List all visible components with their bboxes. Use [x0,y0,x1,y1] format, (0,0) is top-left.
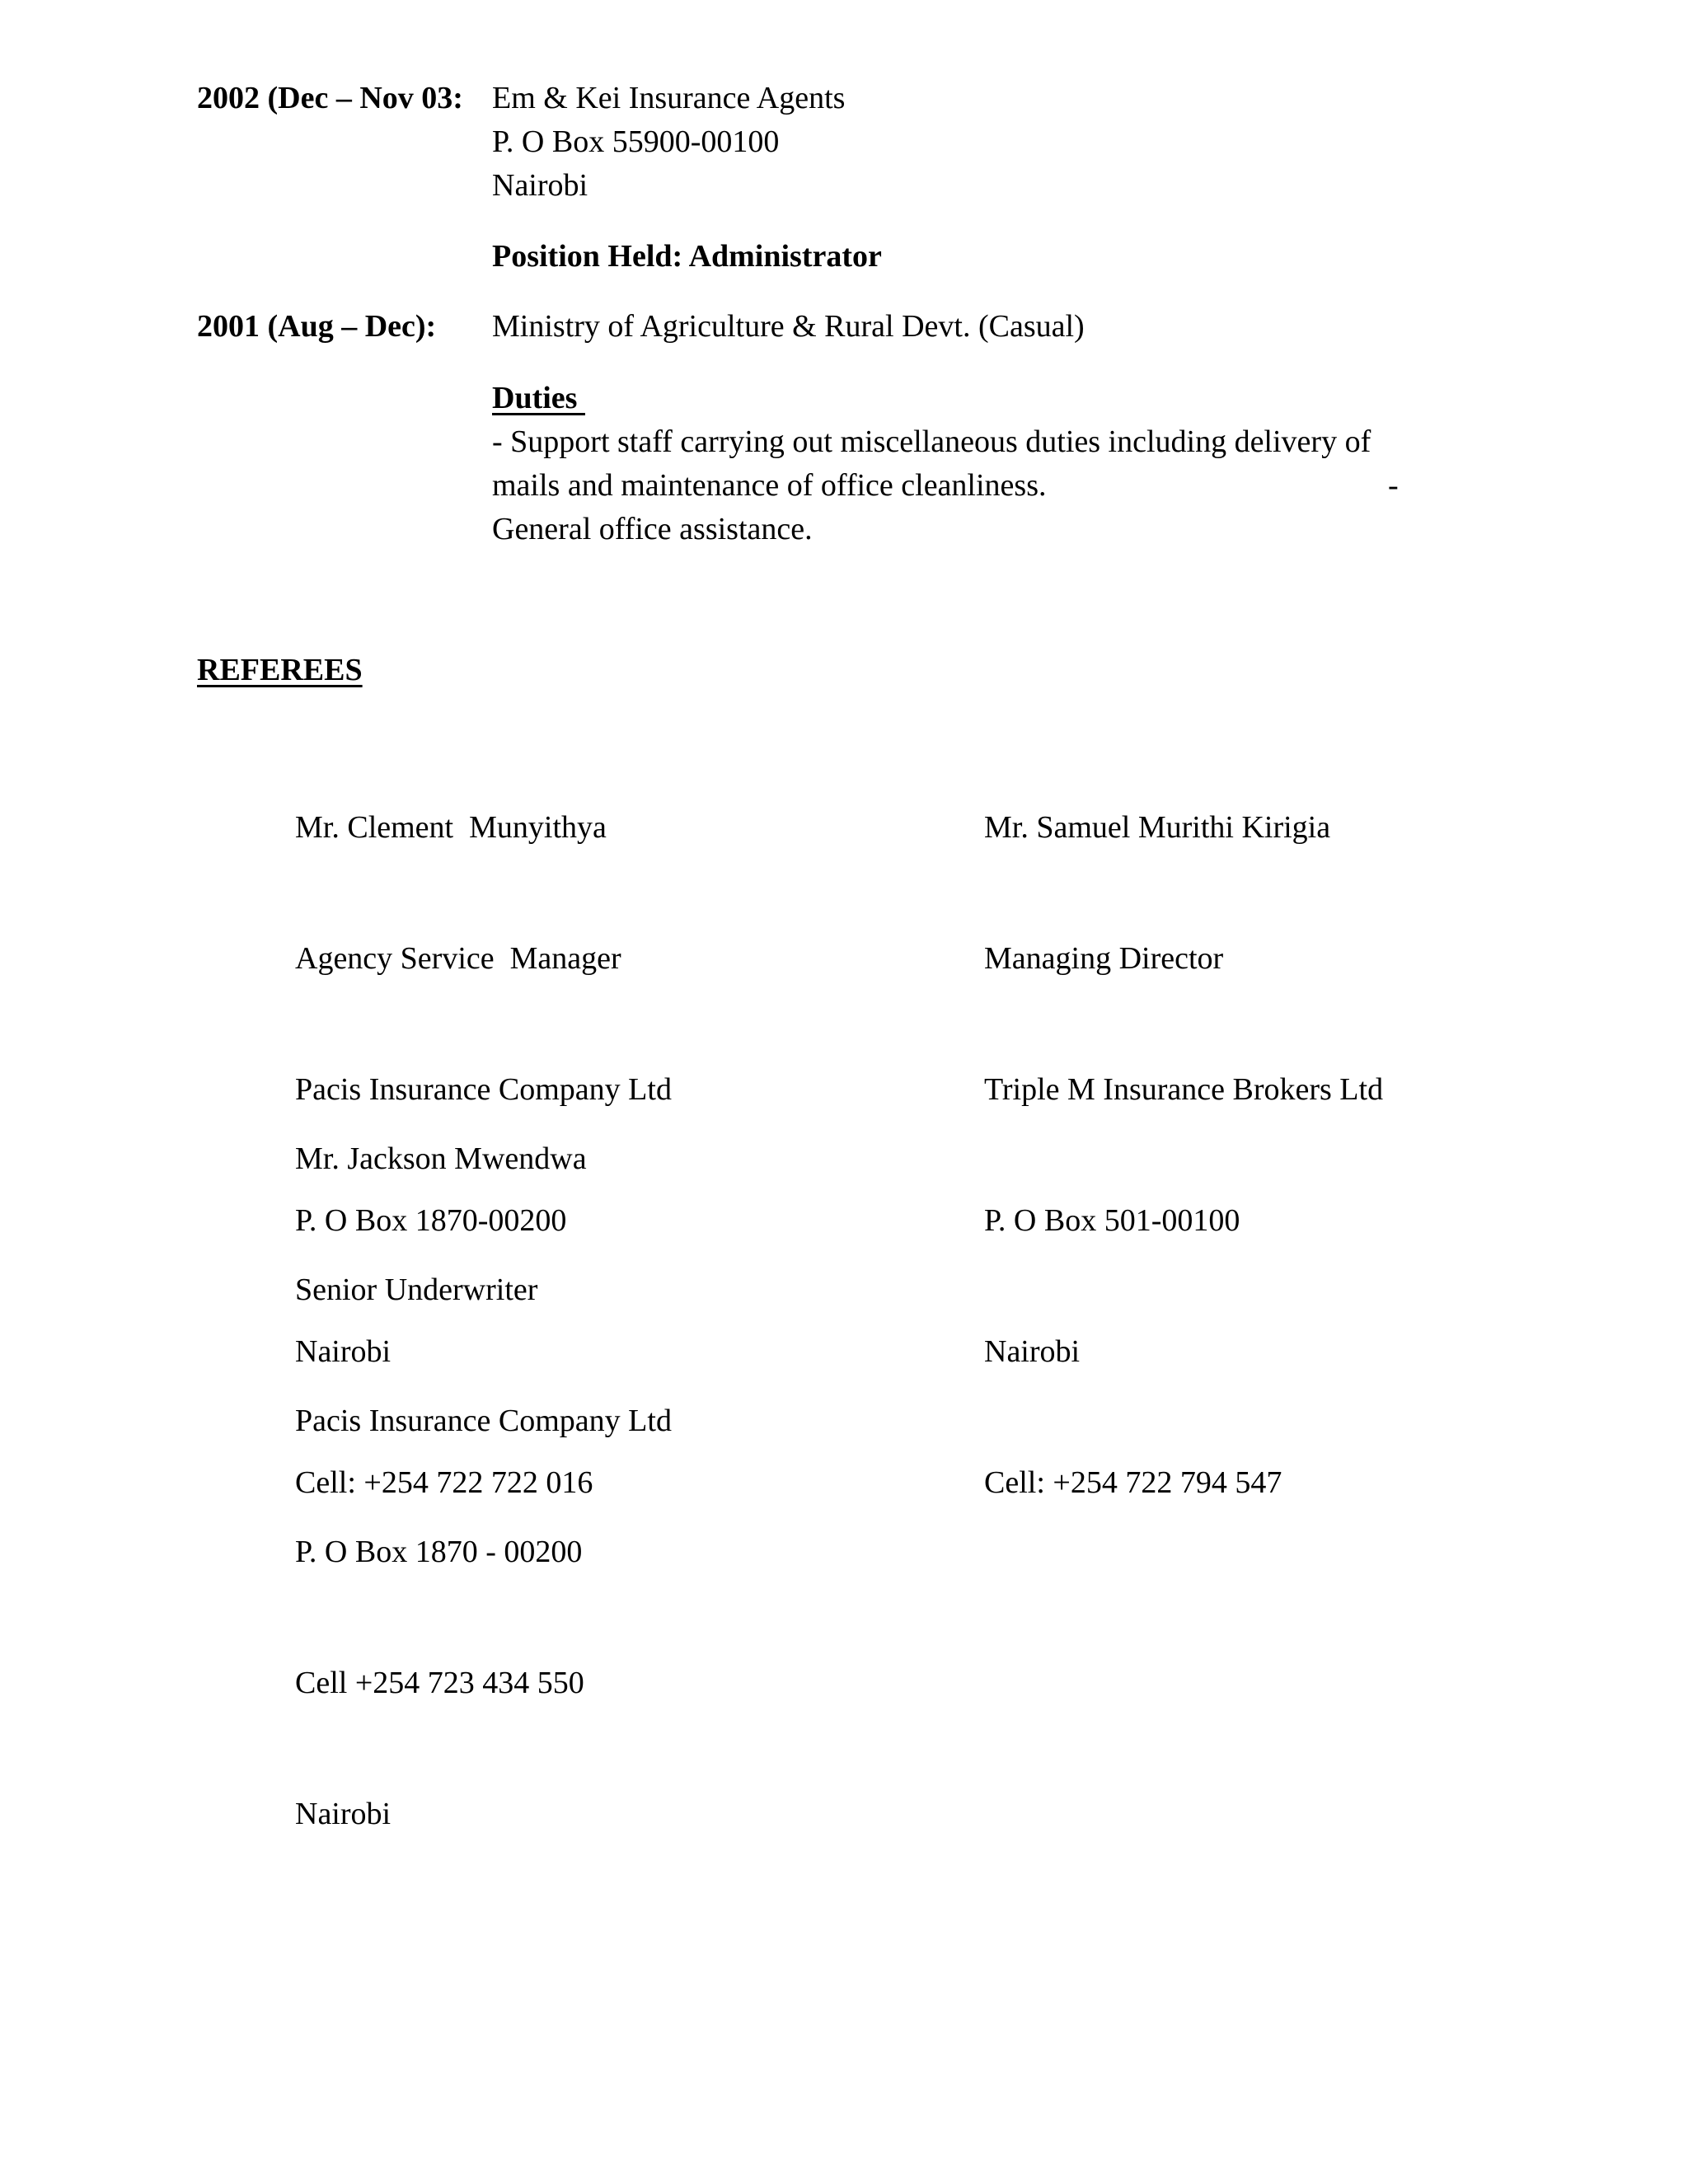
duty-line: General office assistance. [492,512,813,546]
referee-title: Senior Underwriter [295,1272,538,1307]
referee-title: Agency Service Manager [295,941,621,976]
duties-trailing-dash: - [1388,468,1399,503]
employer-city: Nairobi [492,168,588,203]
employer-name-2001: Ministry of Agriculture & Rural Devt. (Casual) [492,309,1085,344]
employment-date-2002: 2002 (Dec – Nov 03: [197,81,463,115]
referee-address: P. O Box 1870-00200 [295,1203,567,1238]
duties-list [492,420,1371,551]
position-held: Position Held: Administrator [492,239,882,274]
duty-line: - Support staff carrying out miscellaneous duties including delivery of [492,424,1372,459]
referee-company: Pacis Insurance Company Ltd [295,1072,672,1107]
referee-phone: Cell +254 723 434 550 [295,1666,584,1700]
employer-address: P. O Box 55900-00100 [492,124,780,159]
referee-card [984,719,1383,1592]
employer-block-2002 [492,77,845,208]
referee-phone: Cell: +254 722 722 016 [295,1465,593,1500]
referees-heading: REFEREES [197,653,363,687]
referee-address: P. O Box 501-00100 [984,1203,1240,1238]
referee-name: Mr. Jackson Mwendwa [295,1141,587,1176]
employer-name: Em & Kei Insurance Agents [492,81,846,115]
referee-title: Managing Director [984,941,1224,976]
duty-line: mails and maintenance of office cleanliness. [492,468,1047,503]
referee-company: Triple M Insurance Brokers Ltd [984,1072,1384,1107]
referee-city: Nairobi [984,1334,1081,1369]
referee-company: Pacis Insurance Company Ltd [295,1404,672,1438]
referee-city: Nairobi [295,1797,392,1831]
employment-date-2001: 2001 (Aug – Dec): [197,309,437,344]
duties-heading: Duties [492,381,585,415]
referee-address: P. O Box 1870 - 00200 [295,1535,583,1569]
referee-name: Mr. Samuel Murithi Kirigia [984,810,1331,845]
referee-card [295,1050,672,1924]
referee-phone: Cell: +254 722 794 547 [984,1465,1282,1500]
referee-city: Nairobi [295,1334,392,1369]
referee-name: Mr. Clement Munyithya [295,810,607,845]
